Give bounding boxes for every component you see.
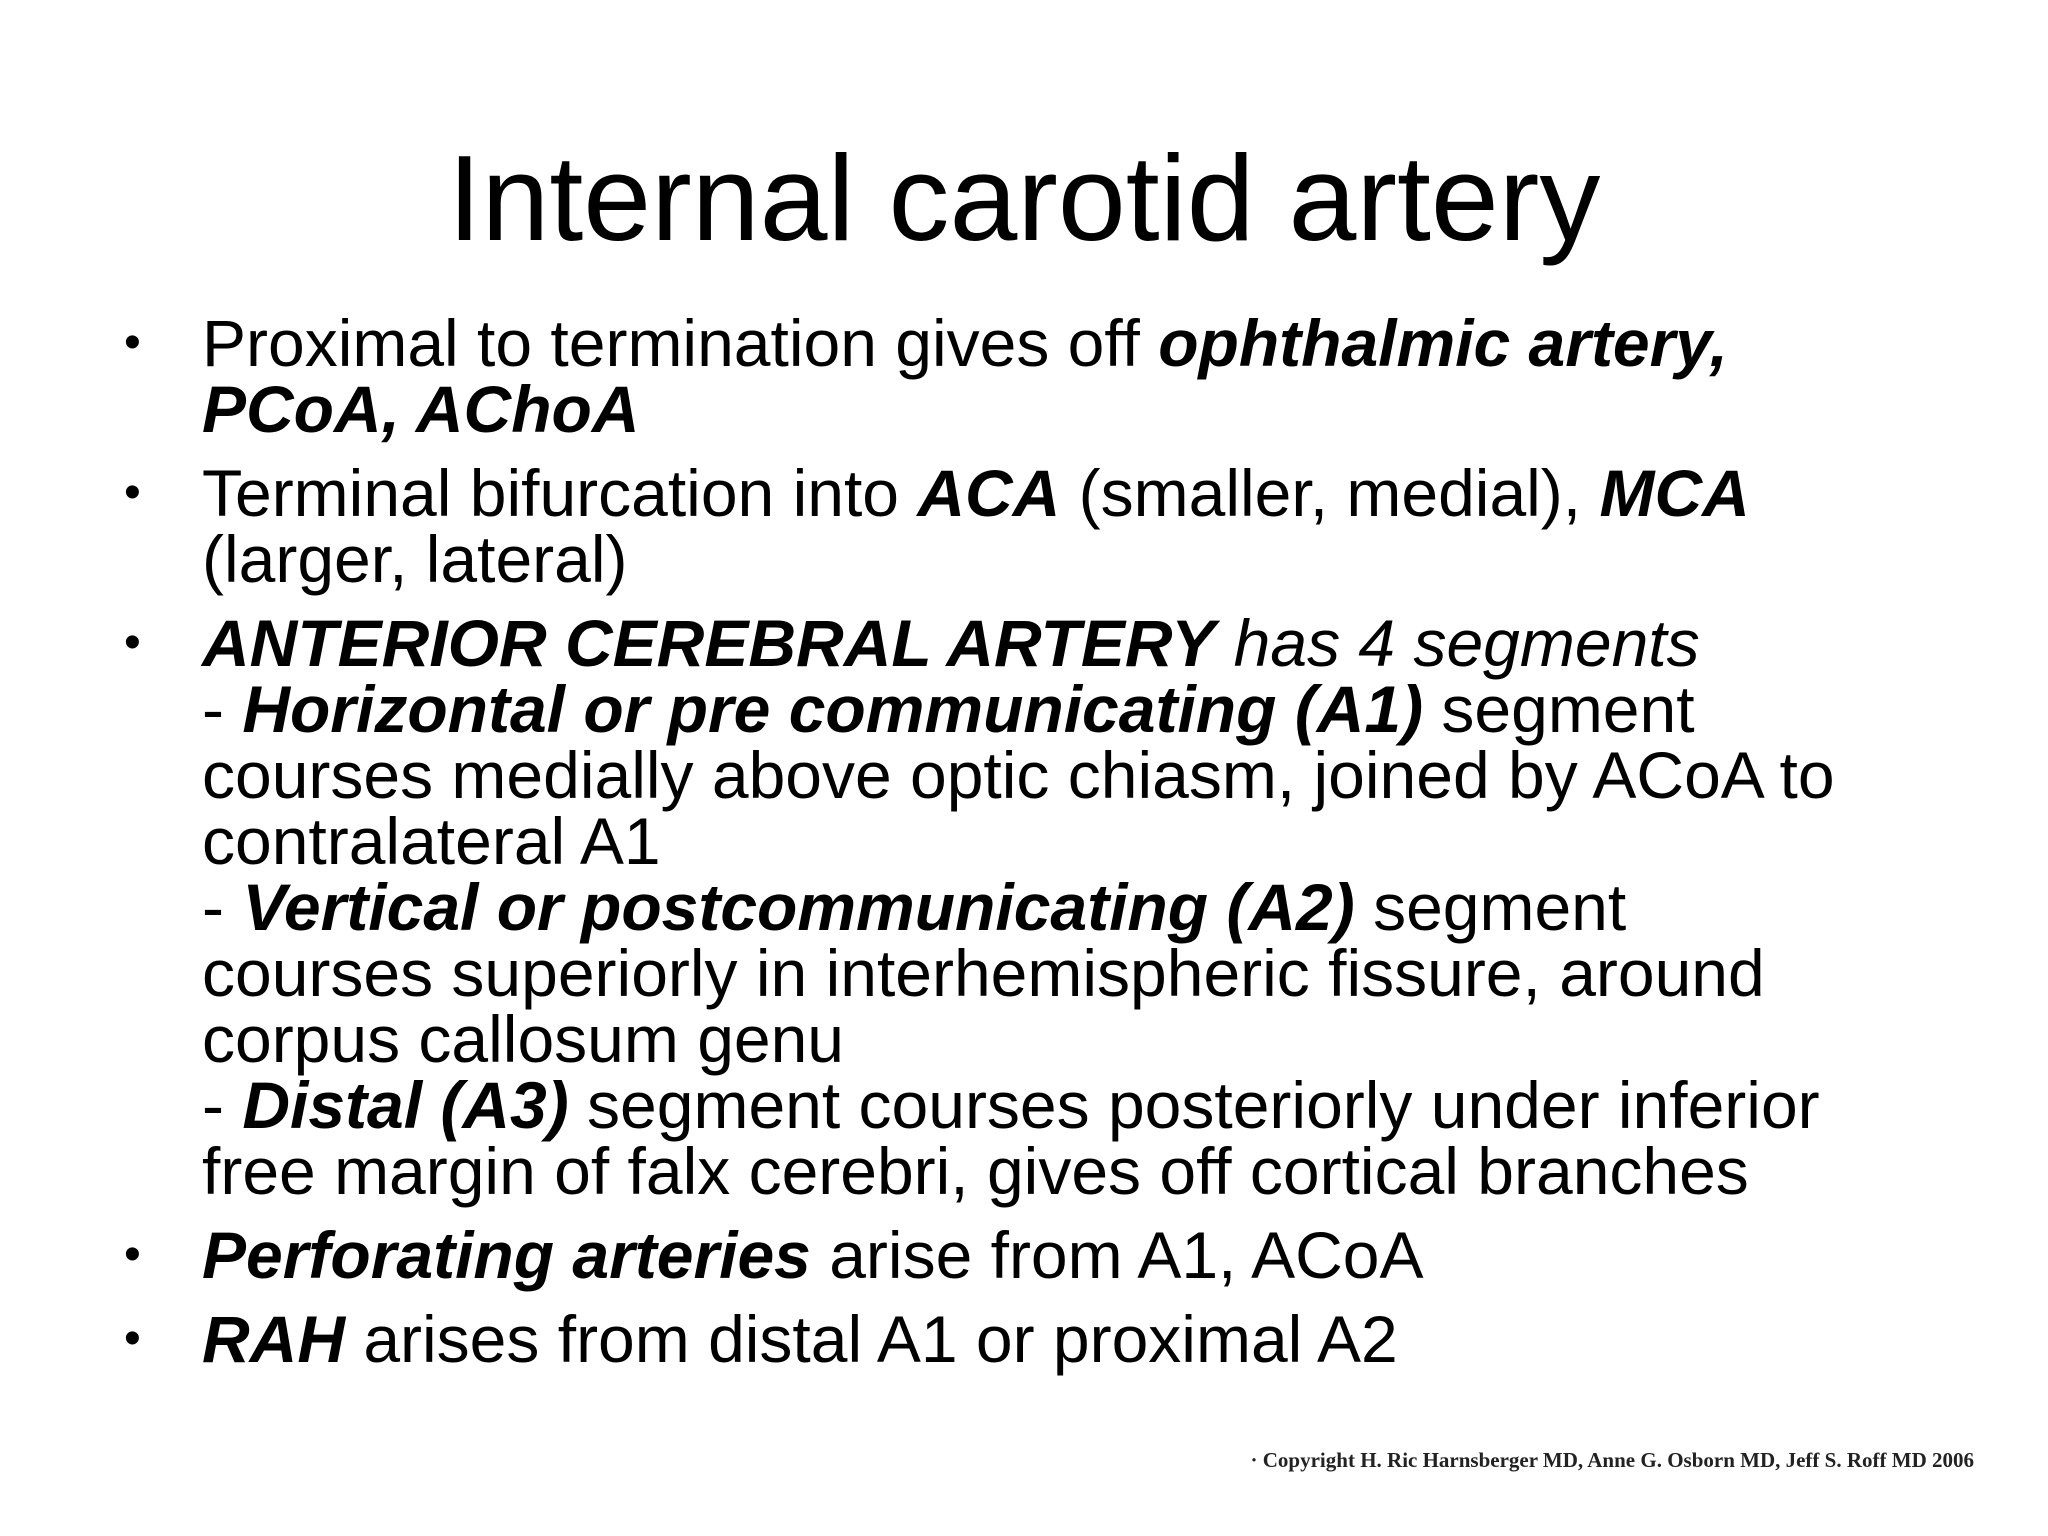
slide-title: Internal carotid artery (447, 130, 1601, 266)
text-run: arise from A1, ACoA (810, 1218, 1424, 1292)
text-run: segment (1423, 672, 1695, 746)
bullet-item (124, 1302, 1984, 1376)
bullet-item (124, 1218, 1984, 1292)
emphasis-text: Vertical or postcommunicating (A2) (242, 870, 1355, 944)
text-line (202, 1068, 1984, 1142)
text-line (202, 456, 1984, 530)
emphasis-text: ACA (917, 456, 1061, 530)
text-run: free margin of falx cerebri, gives off cortical branches (202, 1134, 1749, 1208)
bullet-item (124, 456, 1984, 596)
text-run: - (202, 1068, 243, 1142)
text-run: (smaller, medial), (1060, 456, 1600, 530)
text-run: Proximal to termination gives off (202, 306, 1159, 380)
bullet-marker: • (124, 466, 141, 519)
bullet-item (124, 606, 1984, 1208)
text-line (202, 1002, 1984, 1076)
text-line (202, 738, 1984, 812)
text-run: - (202, 672, 243, 746)
text-run: courses superiorly in interhemispheric fissure, around (202, 936, 1765, 1010)
bullet-marker: • (124, 1312, 141, 1365)
emphasis-text: MCA (1599, 456, 1750, 530)
text-line (202, 672, 1984, 746)
bullet-marker: • (124, 316, 141, 369)
text-line (202, 1218, 1984, 1292)
text-run: segment courses posteriorly under inferior (568, 1068, 1820, 1142)
text-line (202, 372, 1984, 446)
copyright-notice: · Copyright H. Ric Harnsberger MD, Anne G. Osborn MD, Jeff S. Roff MD 2006 (1250, 1448, 1974, 1472)
text-run: - (202, 870, 243, 944)
text-run: (larger, lateral) (202, 522, 628, 596)
italic-text: has 4 segments (1215, 606, 1700, 680)
text-line (202, 936, 1984, 1010)
bullet-item (124, 306, 1984, 446)
text-line (202, 804, 1984, 878)
text-run: arises from distal A1 or proximal A2 (345, 1302, 1398, 1376)
bullet-marker: • (124, 1228, 141, 1281)
text-line (202, 522, 1984, 596)
bullet-marker: • (124, 616, 141, 669)
emphasis-text: ANTERIOR CEREBRAL ARTERY (202, 606, 1216, 680)
text-run: courses medially above optic chiasm, joined by ACoA to (202, 738, 1835, 812)
emphasis-text: Perforating arteries (202, 1218, 811, 1292)
emphasis-text: Horizontal or pre communicating (A1) (242, 672, 1424, 746)
emphasis-text: PCoA, AChoA (202, 372, 640, 446)
text-run: contralateral A1 (202, 804, 661, 878)
text-line (202, 306, 1984, 380)
text-line (202, 870, 1984, 944)
text-line (202, 1134, 1984, 1208)
text-run: Terminal bifurcation into (202, 456, 918, 530)
bullet-list (124, 306, 1984, 1390)
emphasis-text: RAH (202, 1302, 345, 1376)
text-run: corpus callosum genu (202, 1002, 845, 1076)
text-line (202, 1302, 1984, 1376)
text-run: segment (1354, 870, 1627, 944)
text-line (202, 606, 1984, 680)
emphasis-text: ophthalmic artery, (1158, 306, 1728, 380)
emphasis-text: Distal (A3) (242, 1068, 569, 1142)
